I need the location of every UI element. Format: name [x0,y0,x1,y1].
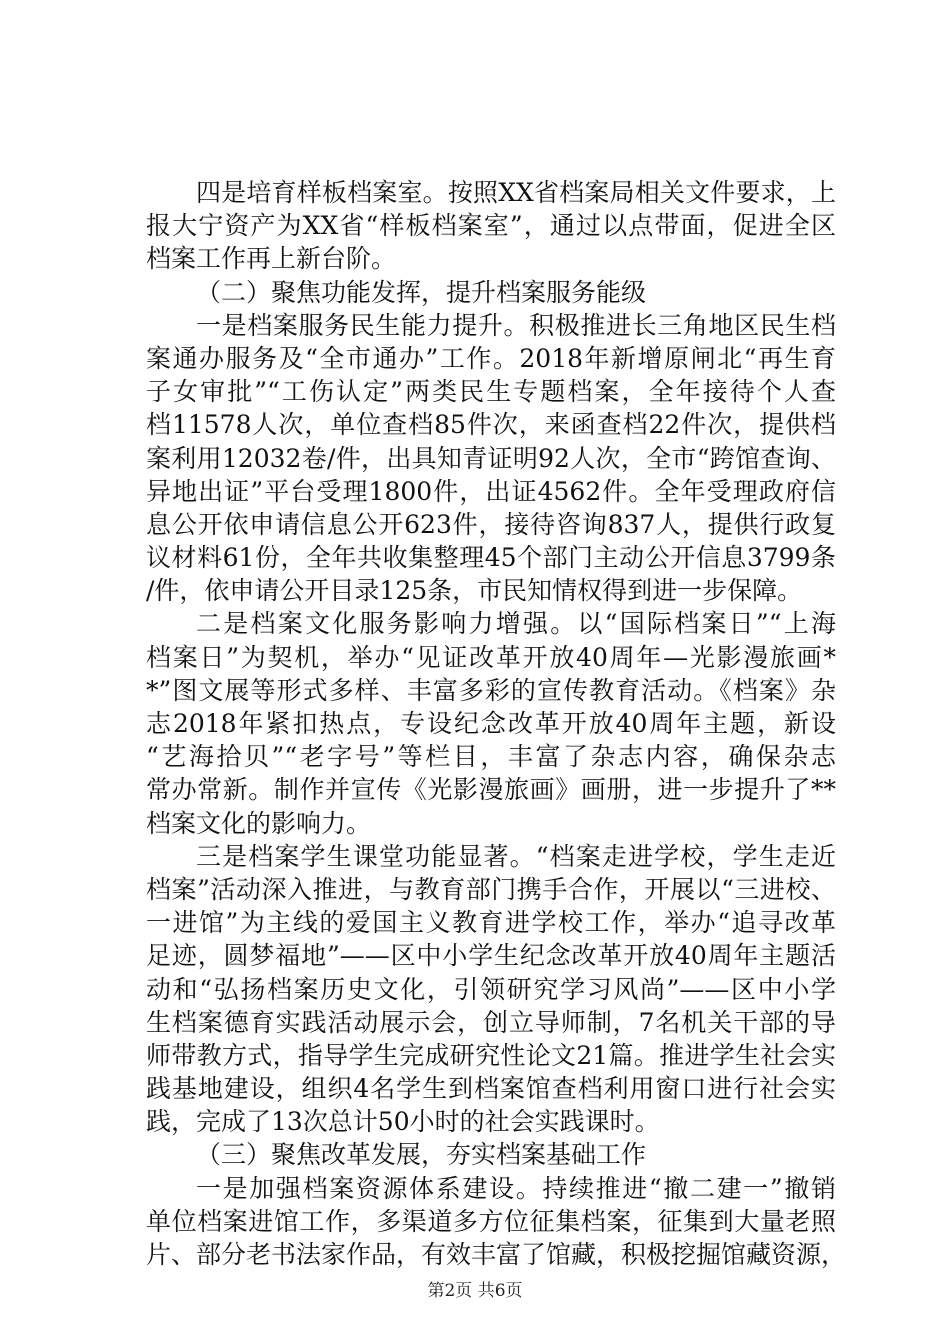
paragraph-line: 生档案德育实践活动展示会，创立导师制，7名机关干部的导 [146,1007,836,1037]
section-heading: （三）聚焦改革发展，夯实档案基础工作 [196,1140,647,1170]
section-heading: （二）聚焦功能发挥，提升档案服务能级 [196,277,647,307]
paragraph-line: 片、部分老书法家作品，有效丰富了馆藏，积极挖掘馆藏资源， [146,1240,847,1269]
paragraph-line: 三是档案学生课堂功能显著。“档案走进学校，学生走近 [196,841,836,871]
paragraph-line: 单位档案进馆工作，多渠道多方位征集档案，征集到大量老照 [146,1206,836,1236]
paragraph-line: 二是档案文化服务影响力增强。以“国际档案日”“上海 [196,609,836,639]
paragraph-line: 一是加强档案资源体系建设。持续推进“撤二建一”撤销 [196,1173,836,1203]
page-number-footer: 第2页 共6页 [427,1281,523,1301]
paragraph-line: 档案”活动深入推进，与教育部门携手合作，开展以“三进校、 [146,874,836,904]
paragraph-line: 议材料61份，全年共收集整理45个部门主动公开信息3799条 [146,543,836,573]
paragraph-line: 常办常新。制作并宣传《光影漫旅画》画册，进一步提升了** [146,775,836,805]
paragraph-line: 息公开依申请信息公开623件，接待咨询837人，提供行政复 [146,509,836,539]
paragraph-line: 案通办服务及“全市通办”工作。2018年新增原闸北“再生育 [146,343,836,373]
document-body [146,176,847,1271]
paragraph-line: *”图文展等形式多样、丰富多彩的宣传教育活动。《档案》杂 [146,675,836,705]
paragraph-line: 子女审批”“工伤认定”两类民生专题档案，全年接待个人查 [146,377,836,407]
paragraph-line: 档案日”为契机，举办“见证改革开放40周年—光影漫旅画* [146,642,836,672]
paragraph-line: 践基地建设，组织4名学生到档案馆查档利用窗口进行社会实 [146,1074,836,1104]
paragraph-line: 异地出证”平台受理1800件，出证4562件。全年受理政府信 [146,476,836,506]
paragraph-line: “艺海拾贝”“老字号”等栏目，丰富了杂志内容，确保杂志 [146,742,836,772]
paragraph-line: 案利用12032卷/件，出具知青证明92人次，全市“跨馆查询、 [146,443,836,473]
paragraph-line: 践，完成了13次总计50小时的社会实践课时。 [146,1107,660,1137]
paragraph-line: 四是培育样板档案室。按照XX省档案局相关文件要求，上 [196,178,836,207]
paragraph-line: 档案文化的影响力。 [146,808,372,838]
paragraph-line: 一是档案服务民生能力提升。积极推进长三角地区民生档 [196,310,836,340]
paragraph-line: 档案工作再上新台阶。 [146,244,397,274]
paragraph-line: /件，依申请公开目录125条，市民知情权得到进一步保障。 [146,576,803,606]
paragraph-line: 动和“弘扬档案历史文化，引领研究学习风尚”——区中小学 [146,974,836,1004]
paragraph-line: 志2018年紧扣热点，专设纪念改革开放40周年主题，新设 [146,709,836,738]
paragraph-line: 师带教方式，指导学生完成研究性论文21篇。推进学生社会实 [146,1040,836,1070]
paragraph-line: 一进馆”为主线的爱国主义教育进学校工作，举办“追寻改革 [146,908,836,938]
paragraph-line: 报大宁资产为XX省“样板档案室”，通过以点带面，促进全区 [146,211,836,241]
paragraph-line: 足迹，圆梦福地”——区中小学生纪念改革开放40周年主题活 [146,941,836,971]
paragraph-line: 档11578人次，单位查档85件次，来函查档22件次，提供档 [146,410,836,440]
